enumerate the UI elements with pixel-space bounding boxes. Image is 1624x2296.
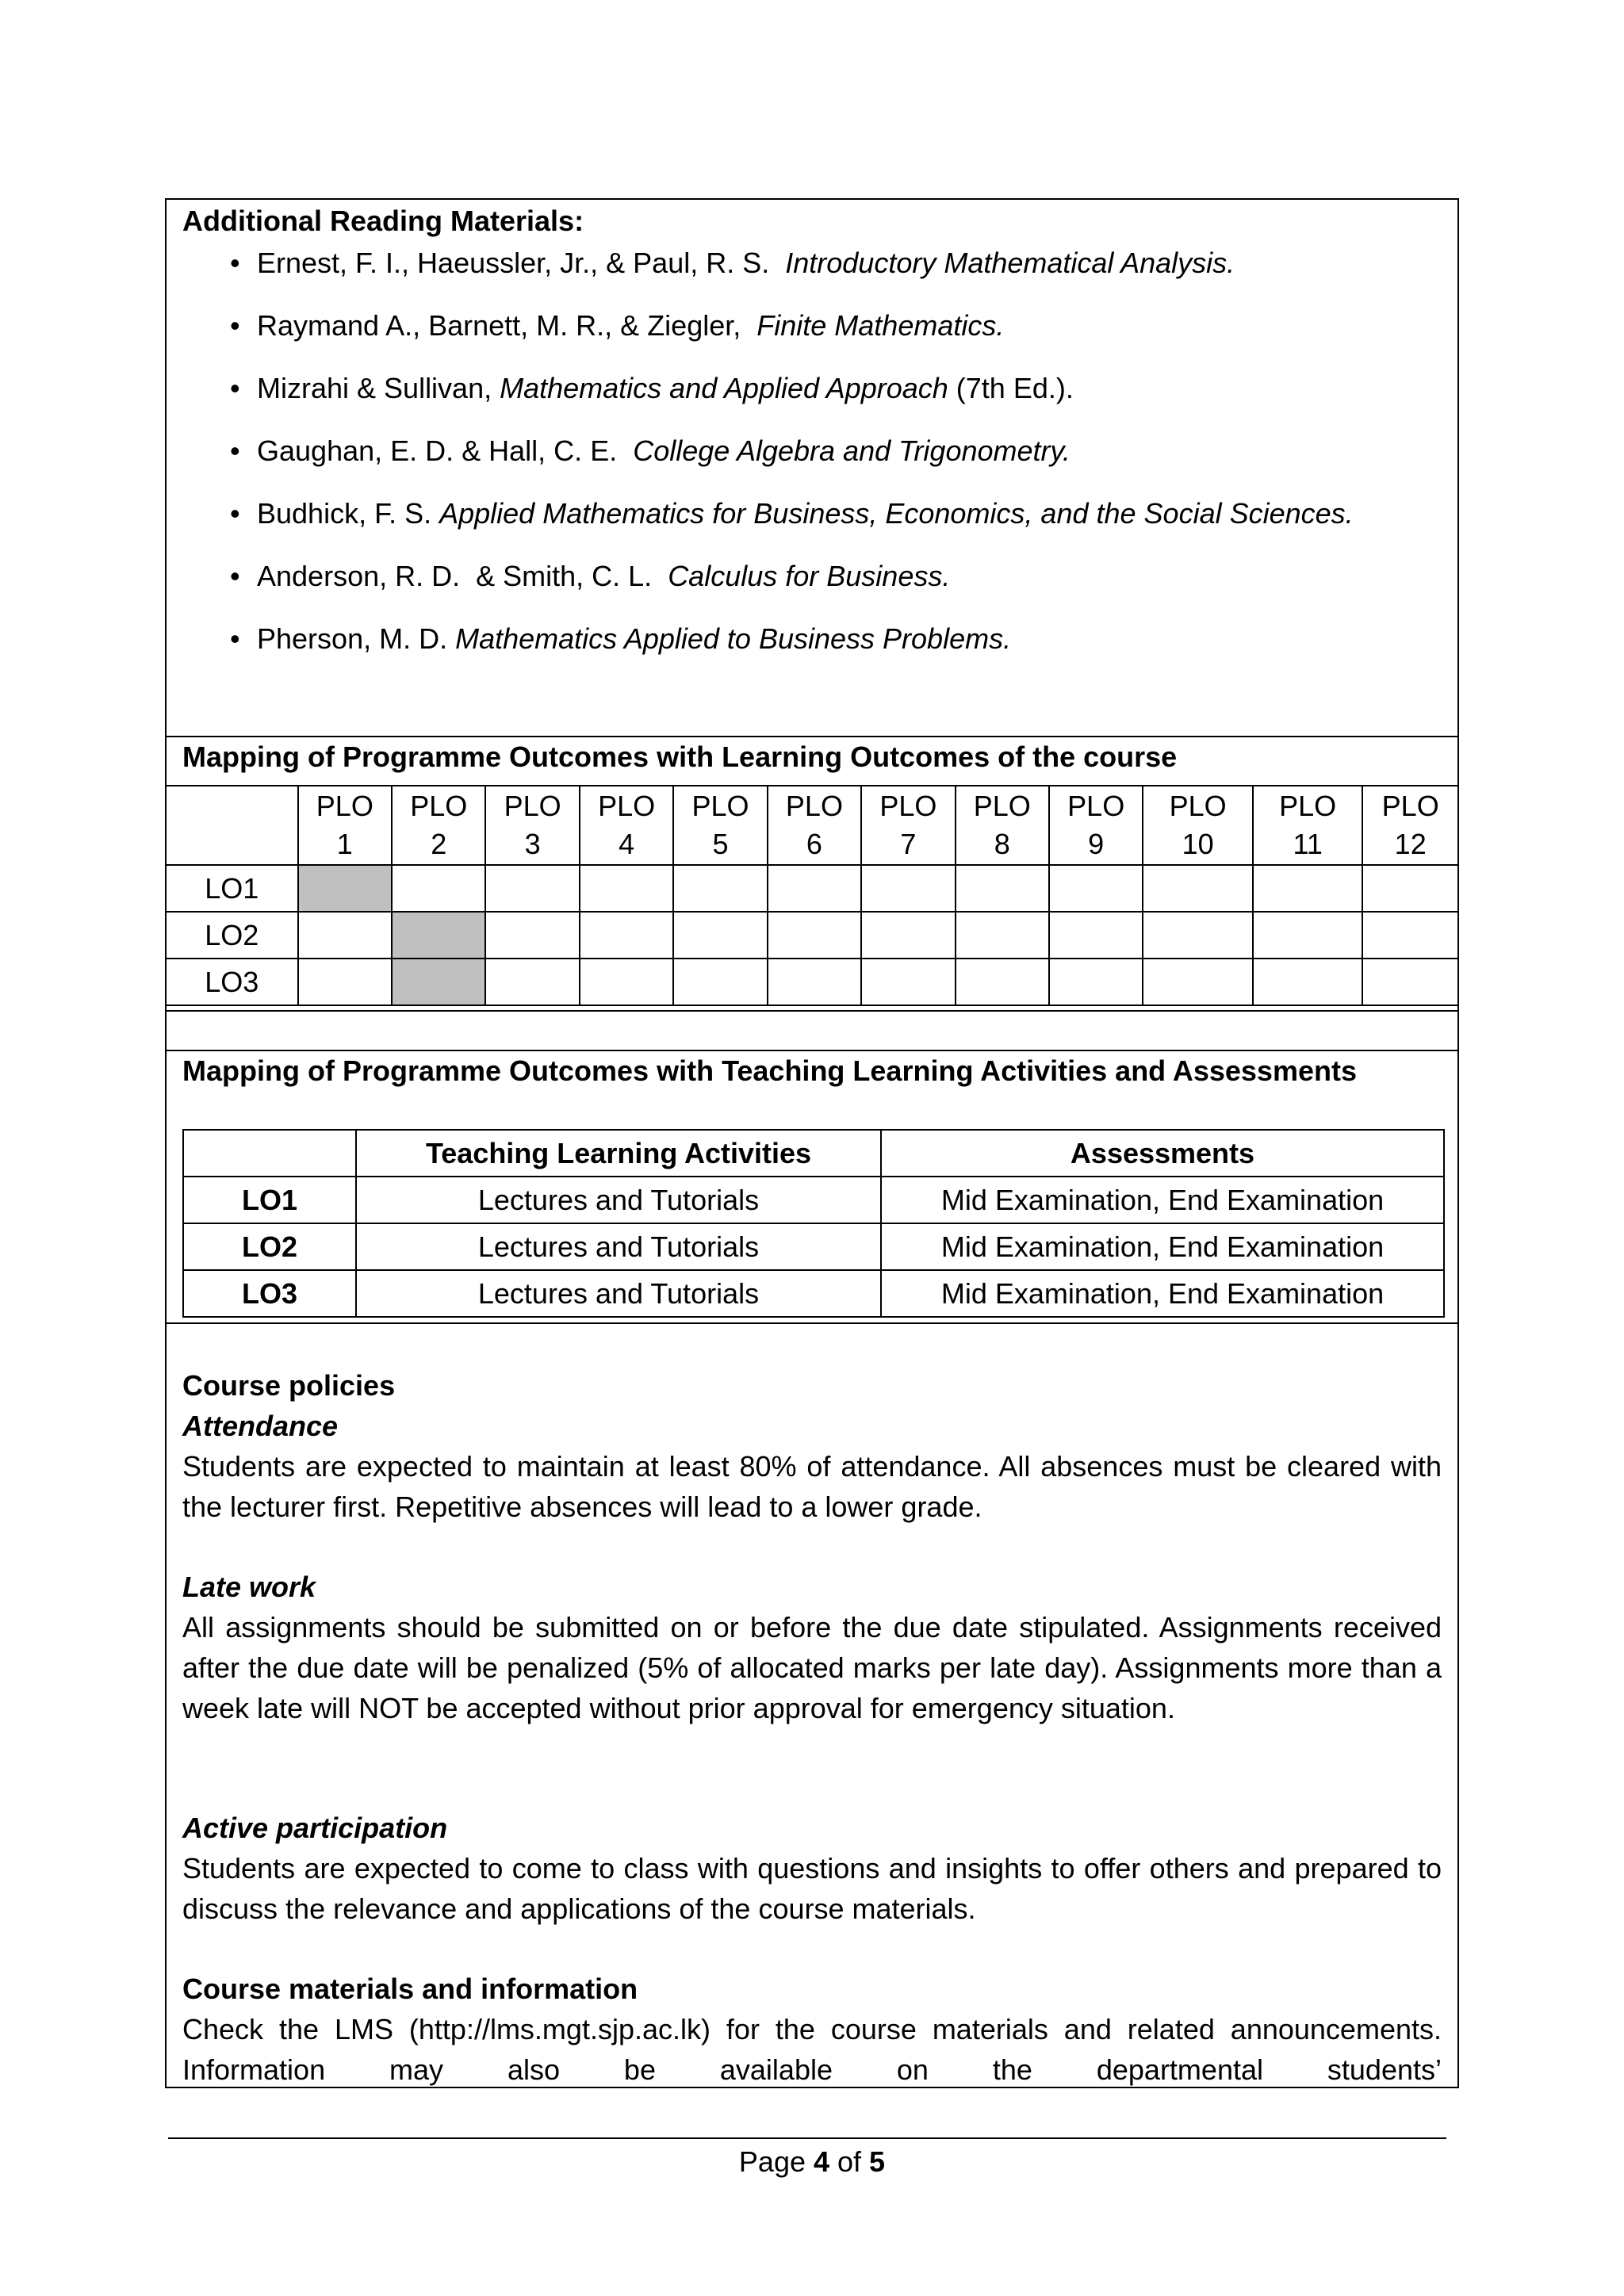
plo-cell (580, 865, 673, 912)
plo-cell (298, 912, 392, 959)
page-footer (0, 2142, 1624, 2182)
plo-heading-row (167, 737, 1457, 785)
activity-cell: Lectures and Tutorials (356, 1270, 881, 1317)
reading-title: Applied Mathematics for Business, Economics, and the Social Sciences. (439, 497, 1354, 530)
reading-title: Calculus for Business. (668, 560, 951, 592)
plo-cell (861, 959, 955, 1005)
plo-cell (485, 959, 579, 1005)
reading-title: Mathematics Applied to Business Problems. (455, 622, 1012, 655)
plo-cell (485, 865, 579, 912)
plo-cell (768, 912, 861, 959)
reading-author: Mizrahi & Sullivan, (257, 372, 500, 404)
reading-title: College Algebra and Trigonometry. (633, 434, 1071, 467)
plo-column-header (861, 786, 955, 865)
plo-header-top: PLO (1381, 790, 1439, 822)
plo-cell (768, 865, 861, 912)
activities-corner-cell (183, 1130, 356, 1177)
reading-section (167, 200, 1457, 736)
plo-cell (768, 959, 861, 1005)
plo-corner-cell (166, 786, 298, 865)
plo-cell (956, 959, 1049, 1005)
assessment-cell: Mid Examination, End Examination (881, 1177, 1444, 1223)
page-word: Page (738, 2145, 814, 2178)
plo-header-number: 5 (712, 828, 729, 860)
reading-title: Finite Mathematics. (756, 309, 1005, 342)
activity-cell: Lectures and Tutorials (356, 1223, 881, 1270)
reading-item (230, 496, 1354, 559)
activity-lo-label: LO2 (183, 1223, 356, 1270)
plo-row-label: LO3 (166, 959, 298, 1005)
participation-text: Students are expected to come to class with questions and insights to offer others and prepared to discuss the relevance and applications of the course materials. (182, 1852, 1442, 1925)
reading-author: Ernest, F. I., Haeussler, Jr., & Paul, R. S. (257, 247, 786, 279)
plo-cell (956, 865, 1049, 912)
plo-header-top: PLO (1067, 790, 1125, 822)
plo-header-top: PLO (973, 790, 1031, 822)
plo-mapping-table (165, 785, 1459, 1006)
plo-cell (1362, 865, 1458, 912)
reading-edition: (7th Ed.). (948, 372, 1074, 404)
page-total: 5 (869, 2145, 886, 2178)
reading-item (230, 246, 1354, 308)
policies-heading: Course policies (182, 1369, 396, 1402)
activities-table (182, 1129, 1445, 1318)
plo-header-number: 10 (1182, 828, 1214, 860)
reading-list (230, 246, 1354, 684)
activity-row (183, 1177, 1444, 1223)
reading-author: Budhick, F. S. (257, 497, 440, 530)
plo-header-top: PLO (691, 790, 749, 822)
plo-header-top: PLO (316, 790, 373, 822)
reading-item (230, 308, 1354, 371)
reading-title: Mathematics and Applied Approach (500, 372, 948, 404)
plo-header-number: 11 (1293, 828, 1323, 860)
assessment-cell: Mid Examination, End Examination (881, 1270, 1444, 1317)
plo-header-number: 2 (431, 828, 447, 860)
reading-heading: Additional Reading Materials: (182, 205, 584, 237)
plo-column-header (768, 786, 861, 865)
plo-header-top: PLO (504, 790, 561, 822)
divider (167, 1322, 1457, 1324)
plo-column-header (1049, 786, 1143, 865)
participation-title: Active participation (182, 1812, 448, 1844)
activity-lo-label: LO3 (183, 1270, 356, 1317)
plo-header-number: 12 (1394, 828, 1427, 860)
materials-text: Check the LMS (http://lms.mgt.sjp.ac.lk) for the course materials and related announcements. Information may also be available on the departmental students’ (182, 2013, 1442, 2086)
late-work-text: All assignments should be submitted on or before the due date stipulated. Assignments received after the due date will be penalized (5% of allocated marks per late day). Assignments more than a week late will NOT be accepted without prior approval for emergency situation. (182, 1611, 1442, 1724)
plo-header-top: PLO (879, 790, 937, 822)
plo-row-label: LO2 (166, 912, 298, 959)
assessment-cell: Mid Examination, End Examination (881, 1223, 1444, 1270)
activity-lo-label: LO1 (183, 1177, 356, 1223)
page-number: 4 (813, 2145, 830, 2178)
plo-row (166, 912, 1458, 959)
reading-item (230, 622, 1354, 684)
reading-author: Pherson, M. D. (257, 622, 456, 655)
activity-row (183, 1270, 1444, 1317)
plo-cell (1362, 959, 1458, 1005)
late-work-title: Late work (182, 1571, 316, 1603)
plo-header-number: 3 (524, 828, 541, 860)
of-word: of (829, 2145, 870, 2178)
plo-cell (1253, 959, 1363, 1005)
plo-header-number: 4 (619, 828, 635, 860)
plo-header-number: 8 (994, 828, 1010, 860)
plo-cell (1253, 865, 1363, 912)
plo-cell (1362, 912, 1458, 959)
plo-row-label: LO1 (166, 865, 298, 912)
plo-cell (673, 912, 767, 959)
plo-column-header (298, 786, 392, 865)
assessments-column-header: Assessments (881, 1130, 1444, 1177)
plo-header-number: 6 (806, 828, 822, 860)
plo-column-header (1143, 786, 1253, 865)
plo-cell (298, 865, 392, 912)
plo-header-top: PLO (410, 790, 468, 822)
plo-row (166, 959, 1458, 1005)
document-frame (165, 198, 1459, 2088)
reading-item (230, 371, 1354, 434)
plo-header-top: PLO (598, 790, 656, 822)
footer-rule (168, 2137, 1446, 2139)
reading-item (230, 434, 1354, 496)
plo-cell (392, 959, 485, 1005)
attendance-title: Attendance (182, 1410, 339, 1442)
plo-cell (1143, 865, 1253, 912)
plo-column-header (392, 786, 485, 865)
plo-column-header (1253, 786, 1363, 865)
reading-item (230, 559, 1354, 622)
plo-column-header (580, 786, 673, 865)
plo-cell (580, 912, 673, 959)
plo-cell (673, 865, 767, 912)
attendance-text: Students are expected to maintain at least 80% of attendance. All absences must be cleared with the lecturer first. Repetitive absences will lead to a lower grade. (182, 1450, 1442, 1523)
plo-column-header (1362, 786, 1458, 865)
plo-cell (1049, 959, 1143, 1005)
plo-cell (956, 912, 1049, 959)
reading-author: Gaughan, E. D. & Hall, C. E. (257, 434, 634, 467)
plo-column-header (485, 786, 579, 865)
plo-header-number: 7 (900, 828, 917, 860)
plo-column-header (956, 786, 1049, 865)
plo-cell (298, 959, 392, 1005)
reading-title: Introductory Mathematical Analysis. (785, 247, 1235, 279)
plo-cell (861, 912, 955, 959)
plo-cell (392, 912, 485, 959)
plo-header-top: PLO (1169, 790, 1227, 822)
activities-heading: Mapping of Programme Outcomes with Teaching Learning Activities and Assessments (182, 1054, 1357, 1087)
plo-cell (1049, 865, 1143, 912)
reading-author: Anderson, R. D. & Smith, C. L. (257, 560, 668, 592)
plo-cell (1143, 959, 1253, 1005)
materials-title: Course materials and information (182, 1973, 638, 2005)
plo-cell (1143, 912, 1253, 959)
plo-cell (673, 959, 767, 1005)
plo-header-number: 1 (336, 828, 353, 860)
plo-cell (1049, 912, 1143, 959)
plo-cell (485, 912, 579, 959)
divider (167, 1010, 1457, 1012)
plo-header-number: 9 (1088, 828, 1105, 860)
plo-cell (580, 959, 673, 1005)
plo-header-row (166, 786, 1458, 865)
plo-column-header (673, 786, 767, 865)
activity-row (183, 1223, 1444, 1270)
reading-author: Raymand A., Barnett, M. R., & Ziegler, (257, 309, 757, 342)
plo-header-top: PLO (1279, 790, 1337, 822)
divider (167, 1050, 1457, 1051)
plo-cell (392, 865, 485, 912)
activity-cell: Lectures and Tutorials (356, 1177, 881, 1223)
plo-header-top: PLO (785, 790, 843, 822)
activities-column-header: Teaching Learning Activities (356, 1130, 881, 1177)
plo-cell (861, 865, 955, 912)
plo-heading: Mapping of Programme Outcomes with Learning Outcomes of the course (182, 740, 1178, 773)
plo-cell (1253, 912, 1363, 959)
plo-row (166, 865, 1458, 912)
